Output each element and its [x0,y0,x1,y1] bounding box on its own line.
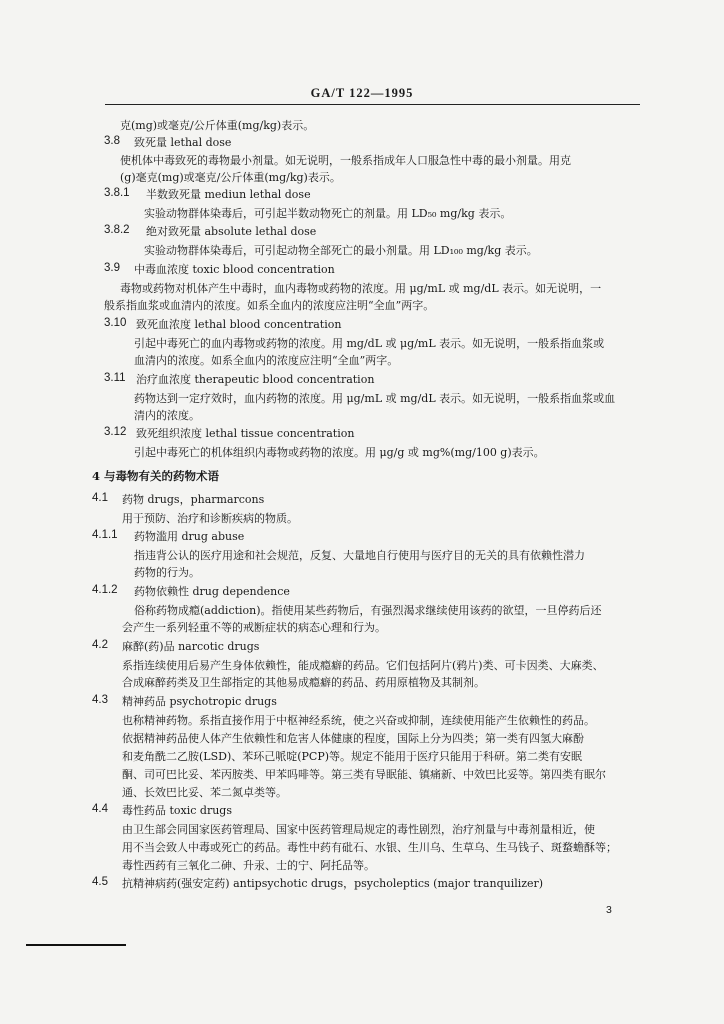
standard-code-header: GA/T 122—1995 [310,86,414,100]
clause-number: 4.5 [92,876,108,888]
clause-title: 药物滥用 drug abuse [134,530,245,543]
clause-number: 4.4 [92,803,108,815]
clause-number: 3.11 [104,372,126,384]
body-line: 通、长效巴比妥、苯二氮卓类等。 [122,786,287,799]
clause-title: 麻醉(药)品 narcotic drugs [122,640,260,653]
body-line: 般系指血浆或血清内的浓度。如系全血内的浓度应注明“全血”两字。 [104,299,435,312]
clause-title: 致死量 lethal dose [134,136,232,149]
body-line: 系指连续使用后易产生身体依赖性，能成瘾癖的药品。它们包括阿片(鸦片)类、可卡因类、大麻类、 [122,659,604,672]
body-line: 药物达到一定疗效时，血内药物的浓度。用 μg/mL 或 mg/dL 表示。如无说明，一般系指血浆或血 [134,392,616,405]
body-line: 毒性西药有三氧化二砷、升汞、士的宁、阿托品等。 [122,859,375,872]
header-rule [105,104,640,105]
body-line: 毒物或药物对机体产生中毒时，血内毒物或药物的浓度。用 μg/mL 或 mg/dL 表示。如无说明，一 [120,282,602,295]
clause-title: 致死血浓度 lethal blood concentration [136,318,342,331]
body-line: 使机体中毒致死的毒物最小剂量。如无说明，一般系指成年人口服急性中毒的最小剂量。用克 [120,154,571,167]
body-line: 合成麻醉药类及卫生部指定的其他易成瘾癖的药品、药用原植物及其制剂。 [122,676,485,689]
footer-rule [26,944,126,946]
body-line: 引起中毒死亡的血内毒物或药物的浓度。用 mg/dL 或 μg/mL 表示。如无说明，一般系指血浆或 [134,337,605,350]
body-line: 指违背公认的医疗用途和社会规范，反复、大量地自行使用与医疗目的无关的具有依赖性潜力 [134,549,585,562]
clause-number: 4.1 [92,492,108,504]
clause-number: 4.1.1 [92,529,118,541]
body-line: 清内的浓度。 [134,409,200,422]
clause-number: 4.1.2 [92,584,118,596]
clause-title: 抗精神病药(强安定药) antipsychotic drugs，psycholeptics (major tranquilizer) [122,877,544,890]
clause-number: 3.8.2 [104,224,130,236]
clause-title: 绝对致死量 absolute lethal dose [146,225,317,238]
clause-number: 3.8.1 [104,187,130,199]
clause-number: 3.12 [104,426,127,438]
body-line: 和麦角酰二乙胺(LSD)、苯环己哌啶(PCP)等。规定不能用于医疗只能用于科研。第二类有安眠 [122,750,583,763]
clause-title: 精神药品 psychotropic drugs [122,695,277,708]
body-line: 引起中毒死亡的机体组织内毒物或药物的浓度。用 μg/g 或 mg%(mg/100 g)表示。 [134,446,545,459]
body-line: 会产生一系列轻重不等的戒断症状的病态心理和行为。 [122,621,386,634]
body-line: 由卫生部会同国家医药管理局、国家中医药管理局规定的毒性剧烈，治疗剂量与中毒剂量相近，使 [122,823,595,836]
clause-title: 半数致死量 mediun lethal dose [146,188,311,201]
clause-number: 4.3 [92,694,108,706]
clause-number: 3.8 [104,135,120,147]
body-line: 俗称药物成瘾(addiction)。指使用某些药物后，有强烈渴求继续使用该药的欲望，一旦停药后还 [134,604,602,617]
body-line: 酮、司可巴比妥、苯丙胺类、甲苯吗啡等。第三类有导眠能、镇痛新、中效巴比妥等。第四类有眠尔 [122,768,606,781]
body-line: 用不当会致人中毒或死亡的药品。毒性中药有砒石、水银、生川乌、生草乌、生马钱子、斑蝥蟾酥等； [122,841,617,854]
clause-title: 治疗血浓度 therapeutic blood concentration [136,373,375,386]
page-number: 3 [606,904,612,916]
clause-title: 中毒血浓度 toxic blood concentration [134,263,335,276]
body-line: 血清内的浓度。如系全血内的浓度应注明“全血”两字。 [134,354,399,367]
clause-title: 药物 drugs，pharmarcons [122,493,265,506]
clause-title: 致死组织浓度 lethal tissue concentration [136,427,355,440]
clause-title: 毒性药品 toxic drugs [122,804,232,817]
body-line: 依据精神药品使人体产生依赖性和危害人体健康的程度，国际上分为四类；第一类有四氢大麻酚 [122,732,584,745]
body-line: 克(mg)或毫克/公斤体重(mg/kg)表示。 [120,119,315,132]
section-heading: 4 与毒物有关的药物术语 [92,469,220,483]
body-line: 也称精神药物。系指直接作用于中枢神经系统，使之兴奋或抑制，连续使用能产生依赖性的药品。 [122,714,595,727]
clause-number: 4.2 [92,639,108,651]
clause-title: 药物依赖性 drug dependence [134,585,290,598]
clause-number: 3.9 [104,262,120,274]
body-line: 实验动物群体染毒后，可引起动物全部死亡的最小剂量。用 LD₁₀₀ mg/kg 表示。 [144,244,538,257]
body-line: 实验动物群体染毒后，可引起半数动物死亡的剂量。用 LD₅₀ mg/kg 表示。 [144,207,512,220]
body-line: (g)毫克(mg)或毫克/公斤体重(mg/kg)表示。 [120,171,341,184]
body-line: 药物的行为。 [134,566,200,579]
clause-number: 3.10 [104,317,127,329]
body-line: 用于预防、治疗和诊断疾病的物质。 [122,512,298,525]
